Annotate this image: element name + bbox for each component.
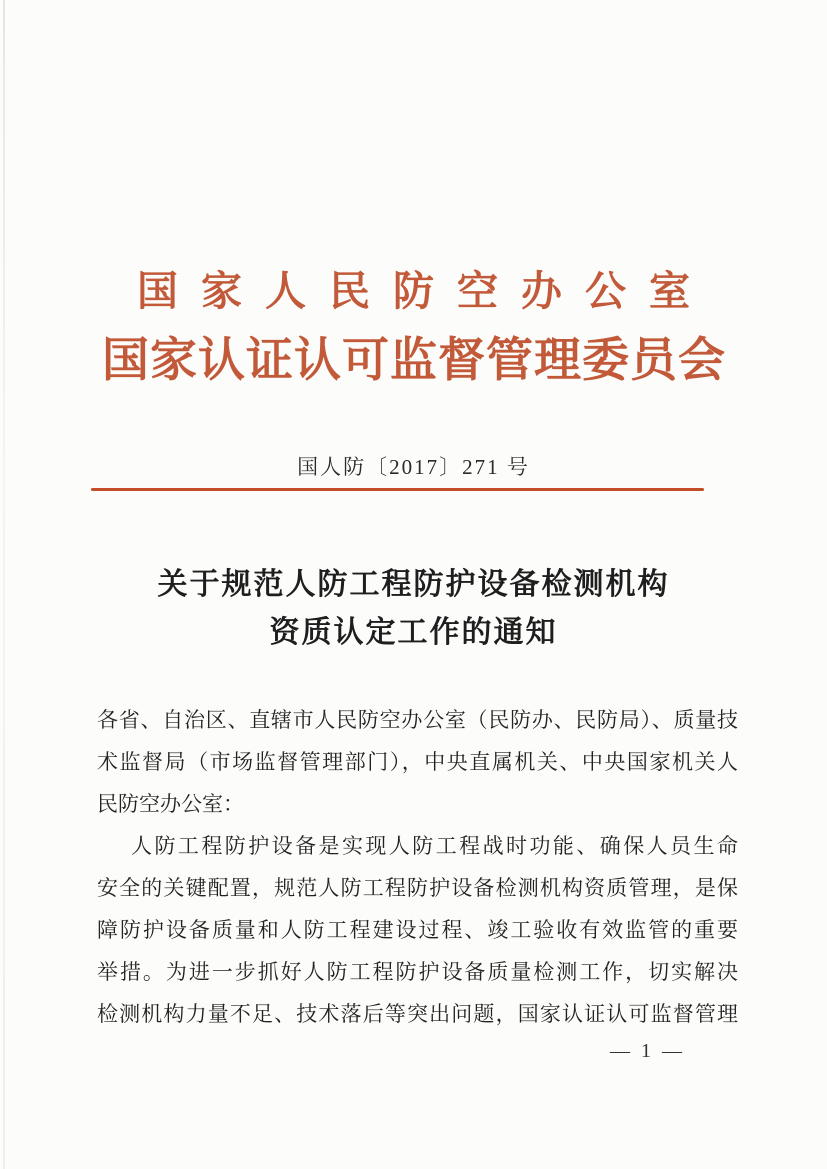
body-line: 障防护设备质量和人防工程建设过程、竣工验收有效监管的重要 (97, 918, 738, 942)
body-line: 检测机构力量不足、技术落后等突出问题，国家认证认可监督管理 (97, 1002, 738, 1026)
body-line: 举措。为进一步抓好人防工程防护设备质量检测工作，切实解决 (97, 960, 738, 984)
page-number: — 1 — (610, 1040, 685, 1062)
body-line: 民防空办公室： (97, 792, 244, 816)
issuing-org-name-line1: 国家人民防空办公室 (137, 268, 713, 314)
body-line: 术监督局（市场监督管理部门），中央直属机关、中央国家机关人 (97, 750, 738, 774)
body-line: 人防工程防护设备是实现人防工程战时功能、确保人员生命 (131, 834, 738, 858)
document-reference-number: 国人防〔2017〕271 号 (297, 455, 530, 479)
body-line: 各省、自治区、直辖市人民防空办公室（民防办、民防局）、质量技 (97, 708, 738, 732)
document-body (97, 699, 738, 1035)
issuing-org-name-line2: 国家认证认可监督管理委员会 (102, 335, 726, 387)
document-title-line2: 资质认定工作的通知 (269, 616, 558, 649)
red-separator-rule (91, 488, 704, 491)
body-line: 安全的关键配置，规范人防工程防护设备检测机构资质管理，是保 (97, 876, 738, 900)
document-title-line1: 关于规范人防工程防护设备检测机构 (157, 568, 670, 601)
